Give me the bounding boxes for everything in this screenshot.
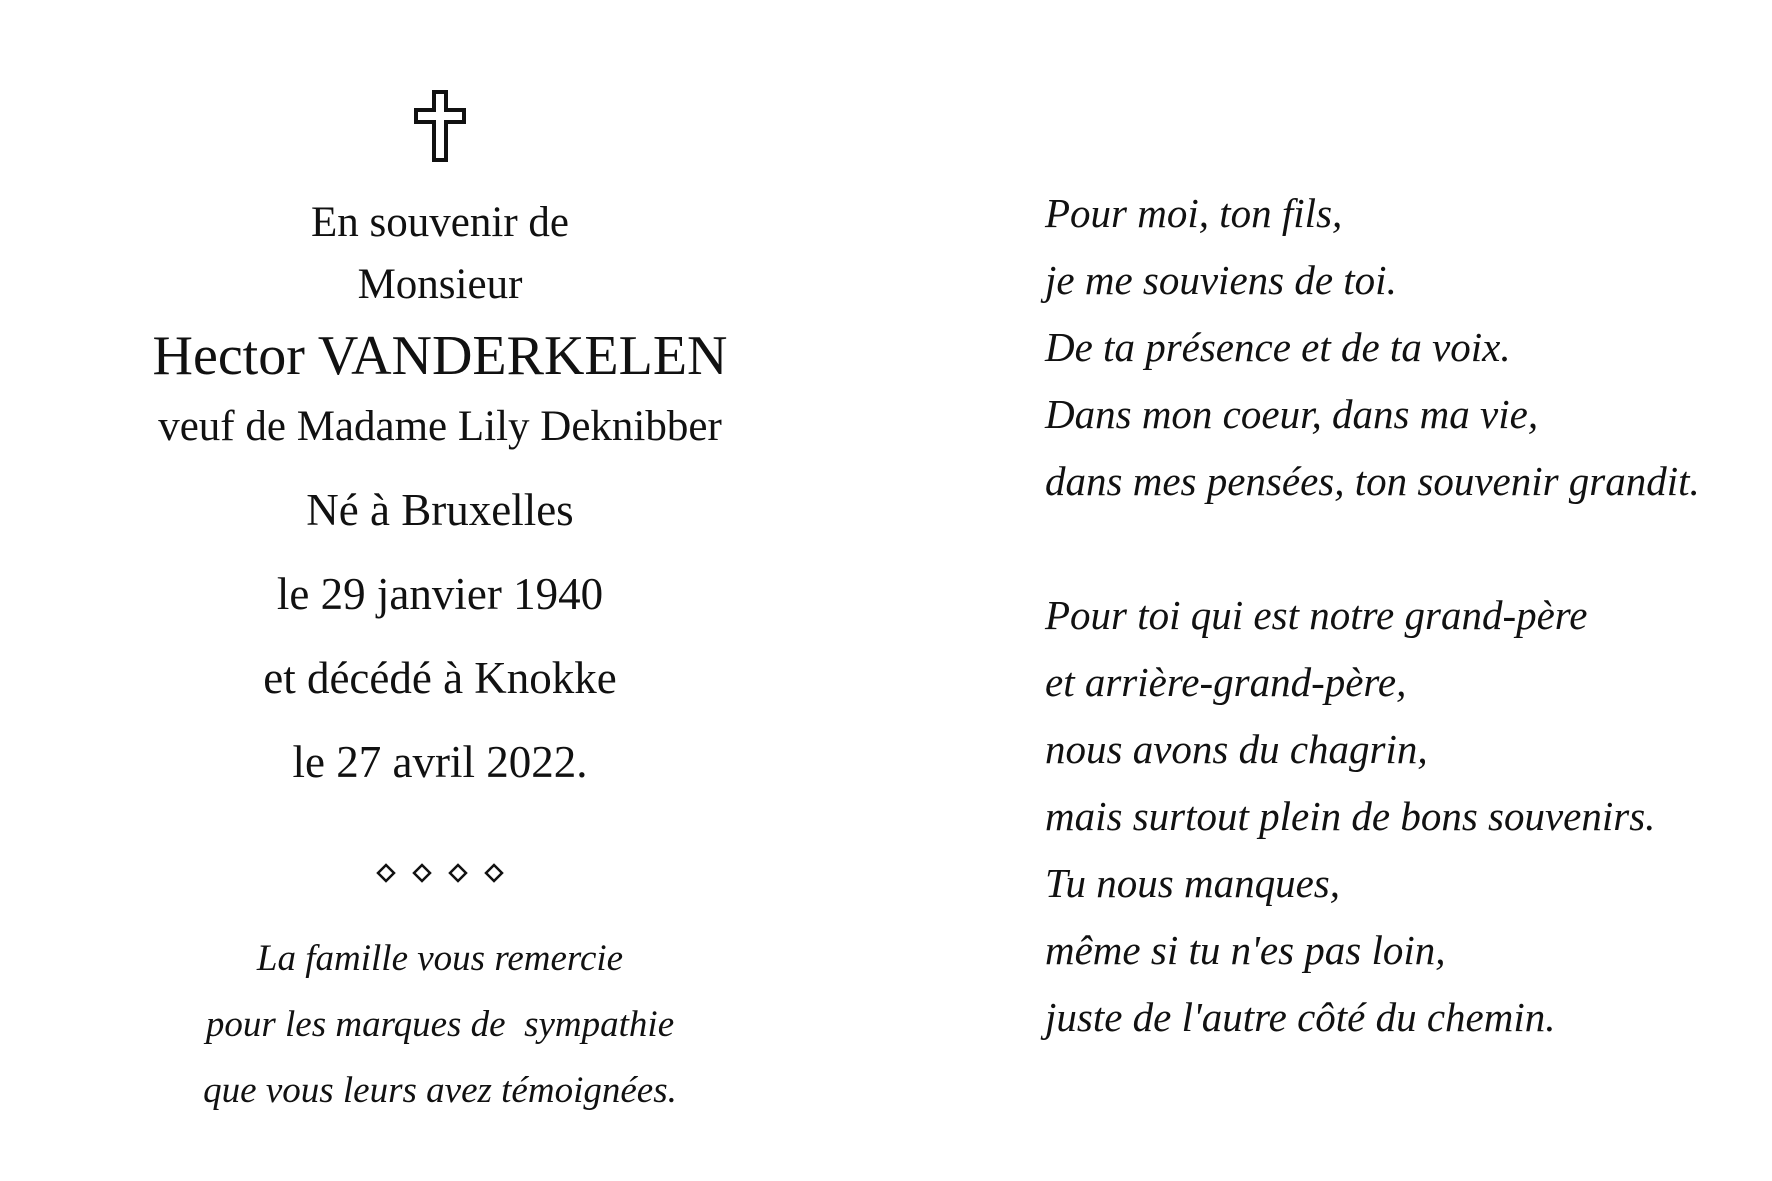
diamond-icon <box>375 862 397 884</box>
poem-line: je me souviens de toi. <box>1045 257 1397 303</box>
birth-date: le 29 janvier 1940 <box>276 569 604 619</box>
death-date: le 27 avril 2022. <box>292 737 588 787</box>
poem-line: De ta présence et de ta voix. <box>1045 324 1511 370</box>
poem-line: Pour moi, ton fils, <box>1045 190 1343 236</box>
poem-line: même si tu n'es pas loin, <box>1045 927 1446 973</box>
honorific-title: Monsieur <box>357 261 523 308</box>
poem-line: Tu nous manques, <box>1045 860 1341 906</box>
memorial-poem <box>1045 180 1745 1051</box>
spouse-line: veuf de Madame Lily Deknibber <box>158 403 722 450</box>
poem-line: et arrière-grand-père, <box>1045 659 1407 705</box>
poem-line: nous avons du chagrin, <box>1045 726 1428 772</box>
death-place: et décédé à Knokke <box>263 653 617 703</box>
deceased-name: Hector VANDERKELEN <box>152 325 728 387</box>
poem-line: Pour toi qui est notre grand-père <box>1045 592 1588 638</box>
thanks-line: pour les marques de sympathie <box>205 1004 675 1045</box>
poem-line: juste de l'autre côté du chemin. <box>1045 994 1556 1040</box>
life-dates <box>60 468 820 804</box>
thanks-line: La famille vous remercie <box>256 938 624 979</box>
family-thanks <box>60 926 820 1124</box>
souvenir-heading: En souvenir de <box>311 199 569 246</box>
poem-line: Dans mon coeur, dans ma vie, <box>1045 391 1539 437</box>
poem-stanza-1 <box>1045 180 1745 515</box>
cross-icon <box>410 90 470 162</box>
diamond-ornament-row <box>60 862 820 886</box>
memorial-left-panel <box>60 90 820 1124</box>
diamond-icon <box>411 862 433 884</box>
birth-place: Né à Bruxelles <box>306 485 574 535</box>
poem-stanza-2 <box>1045 582 1745 1051</box>
diamond-icon <box>447 862 469 884</box>
thanks-line: que vous leurs avez témoignées. <box>203 1070 677 1111</box>
poem-line: dans mes pensées, ton souvenir grandit. <box>1045 458 1700 504</box>
poem-line: mais surtout plein de bons souvenirs. <box>1045 793 1656 839</box>
diamond-icon <box>483 862 505 884</box>
